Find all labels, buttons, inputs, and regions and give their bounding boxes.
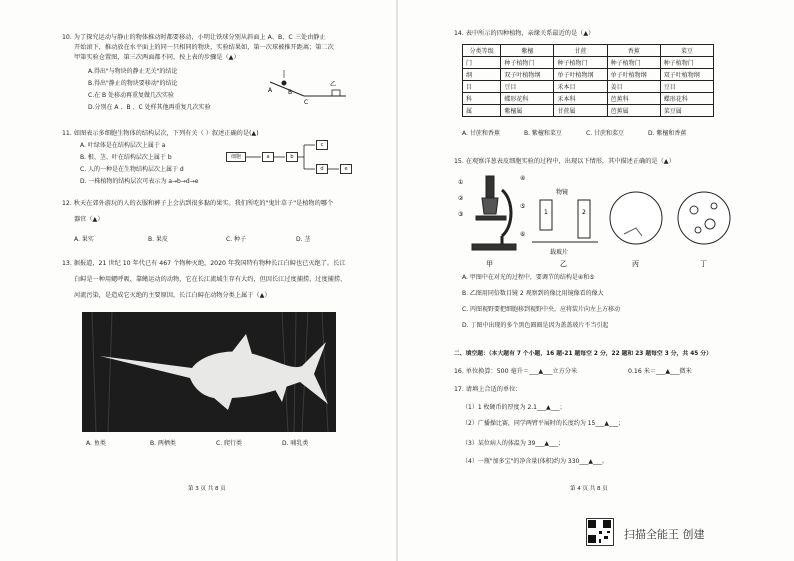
page-footer-right: 第 4 页 共 8 页 <box>570 486 608 492</box>
table-cell: 种子植物门 <box>554 57 607 69</box>
objective-lenses <box>532 200 598 242</box>
flow-box-a: a <box>262 152 274 162</box>
table-header: 紫檀 <box>501 45 554 57</box>
q15-stem: 15. 在观察洋葱表皮细胞实验的过程中，出现以下情形，其中描述正确的是（▲） <box>454 158 675 165</box>
table-cell: 蝶形花科 <box>660 93 713 105</box>
table-cell: 紫檀属 <box>501 105 554 117</box>
label-bing: 丙 <box>632 260 639 268</box>
ramp-diagram <box>266 62 350 106</box>
label-ding: 丁 <box>700 260 707 268</box>
q10-stem-line2: 开始滚下，推动放在水平面上的同一只相同的物块，实验结果如，第一次球被推开距离；第二次 <box>74 44 334 51</box>
microscope-illustration <box>472 176 516 250</box>
left-page <box>0 0 396 561</box>
q16-text-2: 0.16 米＝___▲___微米 <box>628 368 692 375</box>
q17-sub-4: （4）一瓶"加多宝"的净含量(体积)约为 330___▲___。 <box>462 458 608 465</box>
table-header: 分类等级 <box>463 45 501 57</box>
flow-box-e: e <box>340 164 352 174</box>
ramp-label-c: C <box>304 99 309 106</box>
label-jia: 甲 <box>486 260 493 268</box>
paddlefish-photo <box>82 312 336 432</box>
label-slide: 载玻片 <box>550 249 569 256</box>
table-row <box>463 105 714 117</box>
qr-code <box>586 518 614 546</box>
table-cell: 豆目 <box>660 81 713 93</box>
svg-text:1: 1 <box>544 209 548 216</box>
flow-box-d: d <box>316 164 328 174</box>
section-heading: 二、填空题：（本大题有 7 个小题，16 题-21 题每空 2 分，22 题和 23 题每空 3 分，共 45 分） <box>454 351 712 357</box>
q12-stem-line2: 器官（▲） <box>74 216 104 223</box>
table-header: 菜豆 <box>660 45 713 57</box>
q13-option-c: C. 爬行类 <box>216 440 243 447</box>
q10-option-c: C.在 B 处移动再重复做几次实验 <box>88 92 175 99</box>
q12-option-d: D. 茎 <box>296 236 311 243</box>
q10-option-d: D.分别在 A 、B 、C 处样其他再重复几次实验 <box>88 104 211 111</box>
q14-option-b: B. 紫檀和菜豆 <box>524 130 562 137</box>
q15-option-d: D. 丁图中出现的多个黑色圈圈是因为盖盖玻片不当引起 <box>462 322 609 329</box>
ramp-label-b: B <box>288 89 293 96</box>
q14-option-d: D. 紫檀和香蕉 <box>648 130 687 137</box>
table-cell: 姜目 <box>607 81 660 93</box>
table-cell: 科 <box>463 93 501 105</box>
flow-arrows <box>244 140 344 176</box>
q12-stem-line1: 12. 秋天在郊外游玩的人的衣服和裤子上会沾到很多黏的果实。我们所吃的"鬼针草子"是植物的哪个 <box>62 200 334 207</box>
table-cell: 甘蔗属 <box>554 105 607 117</box>
q12-option-b: B. 果皮 <box>148 236 168 243</box>
view-field-bubbles <box>678 192 730 244</box>
q13-stem-line1: 13. 据报道，21 世纪 10 年代已有 467 个物种灭绝，2020 年我国特有物种长江白鲟也已灭绝了。长江 <box>62 260 346 267</box>
mark-2: ② <box>458 195 464 202</box>
q13-stem-line3: 河流污染，是造成它灭绝的主要原因，长江白鲟在动物分类上属于（▲） <box>74 292 271 299</box>
q17-sub-1: （1）1 枚硬币的厚度为 2.1___▲___； <box>462 404 566 411</box>
table-row <box>463 81 714 93</box>
flow-box-b: b <box>286 152 298 162</box>
q12-option-a: A. 果实 <box>74 236 94 243</box>
q11-option-d: D. 一株植物的结构层次可表示为 a→b→d→e <box>80 178 199 185</box>
q13-stem-line2: 白鲟是一种用鳃呼吸、靠鳍运动的动物，它在长江流域生存有大约，但因长江过度捕捞、过度捕捞、 <box>74 276 347 283</box>
table-cell: 双子叶植物纲 <box>501 69 554 81</box>
table-header-row <box>463 45 714 57</box>
mark-5: ⑤ <box>520 203 526 210</box>
table-cell: 菜豆属 <box>660 105 713 117</box>
table-cell: 门 <box>463 57 501 69</box>
q14-stem: 14. 表中所示的四种植物，亲缘关系最近的是（▲） <box>454 30 595 37</box>
ramp-label-a: A <box>268 87 273 94</box>
table-cell: 芭蕉属 <box>607 105 660 117</box>
page-footer-left: 第 3 页 共 8 页 <box>188 486 226 492</box>
q15-option-a: A. 甲图中在对光的过程中，要调节的结构是④和⑤ <box>462 274 595 281</box>
table-cell: 单子叶植物纲 <box>607 69 660 81</box>
q17-sub-3: （3）某位病人的体温为 39___▲___； <box>462 440 564 447</box>
mark-6: ⑥ <box>520 231 526 238</box>
table-cell: 目 <box>463 81 501 93</box>
table-header: 香蕉 <box>607 45 660 57</box>
label-yi: 乙 <box>560 260 567 268</box>
classification-table <box>462 44 714 117</box>
q14-option-c: C. 甘蔗和菜豆 <box>586 130 625 137</box>
view-field-circle <box>610 192 662 244</box>
q10-stem-line1: 10. 为了探究运动与静止的物体推动时都要移动，小明让铁球分别从斜面上 A、B、C 三处由静止 <box>62 34 326 41</box>
q17-sub-2: （2）广播操比赛，同学两臂平展时的长度约为 15___▲___； <box>462 420 624 427</box>
q17-stem: 17. 请填上合适的单位： <box>454 386 522 393</box>
table-header: 甘蔗 <box>554 45 607 57</box>
q11-stem: 11. 如图表示多细胞生物体的结构层次，下列有关（ ）叙述正确的是(▲) <box>62 130 259 137</box>
table-cell: 禾本科 <box>554 93 607 105</box>
q11-option-b: B. 根、茎、叶在结构层次上属于 b <box>80 154 172 161</box>
table-cell: 纲 <box>463 69 501 81</box>
table-cell: 种子植物门 <box>660 57 713 69</box>
table-cell: 蝶形花科 <box>501 93 554 105</box>
q13-option-b: B. 两栖类 <box>150 440 176 447</box>
q10-option-a: A.得出"与物块的静止无关"的结论 <box>88 68 178 75</box>
table-cell: 属 <box>463 105 501 117</box>
q14-option-a: A. 甘蔗和香蕉 <box>462 130 500 137</box>
q11-option-a: A. 叶绿体是在结构层次上属于 a <box>80 142 166 149</box>
label-objective: 物镜 <box>556 189 569 196</box>
q15-option-c: C. 丙图视野要把细胞移到视野中央，应将装片向左上方移动 <box>462 306 621 313</box>
table-row <box>463 93 714 105</box>
microscope-figure <box>452 170 742 270</box>
q10-stem-line3: 甲第实验仓置图，第三次两面都不同，按上表的步骤是（▲） <box>74 54 240 61</box>
mark-4: ④ <box>520 175 526 182</box>
scanner-brand: 扫描全能王 创建 <box>624 528 705 541</box>
q13-option-a: A. 鱼类 <box>86 440 106 447</box>
mark-1: ① <box>458 179 464 186</box>
mark-3: ③ <box>458 211 464 218</box>
q12-option-c: C. 种子 <box>226 236 247 243</box>
flow-box-cell: 细胞 <box>226 152 246 162</box>
table-cell: 禾本目 <box>554 81 607 93</box>
q11-option-c: C. 人的一种是在生物结构层次上属于 d <box>80 166 184 173</box>
q13-option-d: D. 哺乳类 <box>282 440 309 447</box>
svg-text:2: 2 <box>582 209 586 216</box>
table-cell: 芭蕉科 <box>607 93 660 105</box>
table-row <box>463 57 714 69</box>
table-cell: 种子植物门 <box>501 57 554 69</box>
table-cell: 豆目 <box>501 81 554 93</box>
table-cell: 双子叶植物纲 <box>660 69 713 81</box>
q15-option-b: B. 乙图用同倍数目镜 2 观察到的像比用镜像看的像大 <box>462 290 604 297</box>
table-cell: 单子叶植物纲 <box>554 69 607 81</box>
ramp-label-yi: 乙 <box>330 81 337 88</box>
q16-text-1: 16. 单位换算：500 毫升＝___▲___立方分米 <box>454 368 578 375</box>
flow-box-c: c <box>316 140 328 150</box>
table-cell: 种子植物门 <box>607 57 660 69</box>
q10-option-b: B.得出"静止的物块要移动"的结论 <box>88 80 178 87</box>
table-row <box>463 69 714 81</box>
